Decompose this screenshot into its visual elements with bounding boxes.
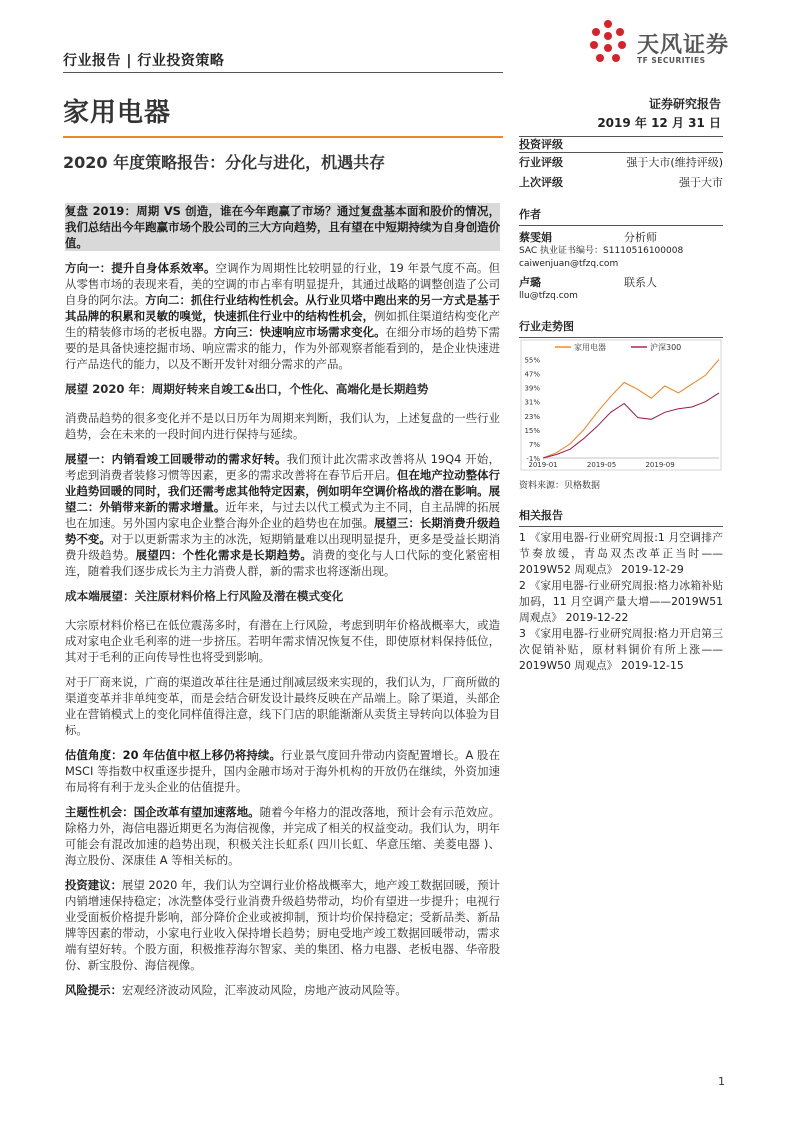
bold-run: 估值角度：20 年估值中枢上移仍将持续。: [65, 748, 281, 762]
header-divider: [63, 72, 503, 73]
report-type: 证券研究报告: [648, 97, 721, 111]
series-line: [543, 393, 719, 458]
text-run: 在细分市场的趋势下需要的是具备快速挖掘市场、响应需求的能力，作为外部观察者能看到的，是企业快速进行产品迭代的能力，以及不断开发针对细分需求的产品。: [65, 325, 500, 371]
text-run: 行业景气度回升带动内资配置增长。A 股在 MSCI 等指数中权重逐步提升，国内金融市场对于海外机构的开放仍在继续，外资加速布局将有利于龙头企业的估值提升。: [65, 748, 500, 794]
series-line: [543, 360, 719, 459]
y-tick-label: 23%: [524, 412, 540, 421]
rating-panel: [519, 136, 723, 193]
author-email: llu@tfzq.com: [519, 291, 578, 301]
bold-run: 方向三：快速响应市场需求变化。: [213, 325, 386, 339]
main-body: [65, 203, 500, 1007]
trend-panel: [519, 318, 723, 338]
y-tick-label: 39%: [524, 384, 540, 393]
page-number: 1: [718, 1075, 725, 1088]
trend-paragraph: 消费品趋势的很多变化并不是以日历年为周期来判断，我们认为，上述复盘的一些行业趋势，会在未来的一段时间内进行保持与延续。: [65, 411, 500, 441]
bold-run: 方向二：抓住行业结构性机会。从行业贝塔中跑出来的另一方式是基于其品牌的积累和灵敏的嗅觉，快速抓住行业中的结构性机会，: [65, 293, 500, 323]
bold-run: 展望四：个性化需求是长期趋势。: [135, 548, 313, 562]
trend-header: 行业走势图: [519, 320, 574, 333]
bold-run: 主题性机会：国企改革有望加速落地。: [65, 805, 260, 819]
author-title: 联系人: [624, 276, 657, 289]
text-run: 消费的变化与人口代际的变化紧密相连，随着我们逐步成长为主力消费人群，新的需求也将逐渐出现。: [65, 548, 500, 578]
bold-run: 展望二：外销带来新的需求增量。: [65, 484, 500, 514]
rating-row: [519, 153, 723, 173]
title-bar: [63, 136, 503, 138]
rating-header: 投资评级: [519, 138, 563, 151]
rating-value: 强于大市(维持评级): [626, 156, 723, 169]
risk-paragraph: [65, 982, 500, 998]
report-category: 行业报告 | 行业投资策略: [63, 53, 225, 69]
authors-header: 作者: [519, 208, 541, 221]
text-run: 随着今年格力的混改落地，预计会有示范效应。除格力外，海信电器近期更名为海信视像，并完成了相关的权益变动。我们认为，明年可能会有混改加速的趋势出现，积极关注长虹系( 四川长虹、华意压缩、美菱电器 )、海立股份、深康佳 A 等相关标的。: [65, 805, 500, 867]
text-run: 例如抓住渠道结构变化产生的精装修市场的老板电器。: [65, 309, 500, 339]
author-name: 卢璐: [519, 276, 541, 289]
cost-paragraph: 大宗原材料价格已在低位震荡多时，有潜在上行风险，考虑到明年价格战概率大，或造成对家电企业毛利率的进一步挤压。若明年需求情况恢复不佳，即使原材料保持低位，其对于毛利的正向传导性也将受到影响。: [65, 618, 500, 664]
company-sub: TF SECURITIES: [637, 56, 706, 65]
text-run: 对于以更新需求为主的冰洗，短期销量难以出现明显提升，更多是受益长期消费升级趋势。: [65, 532, 500, 562]
rating-value: 强于大市: [679, 176, 723, 189]
y-tick-label: -1%: [526, 455, 540, 463]
text-run: 我们预计此次需求改善将从 19Q4 开始，考虑到消费者装修习惯等因素，更多的需求改善将在春节后开启。: [65, 452, 500, 482]
valuation-paragraph: [65, 747, 500, 795]
bold-run: 风险提示：: [65, 983, 122, 997]
author-email: caiwenjuan@tfzq.com: [519, 259, 619, 269]
section-heading: 展望 2020 年：周期好转来自竣工&出口，个性化、高端化是长期趋势: [65, 382, 429, 396]
divider: [519, 225, 723, 226]
outlook-paragraph: [65, 451, 500, 579]
related-item[interactable]: 3 《家用电器-行业研究周报:格力开启第三次促销补贴，原材料铜价有所上涨——2019W50 周观点》 2019-12-15: [519, 627, 723, 672]
y-tick-label: 47%: [524, 370, 540, 379]
related-panel: [519, 507, 723, 674]
author-name: 蔡雯娟: [519, 231, 552, 244]
bold-run: 但在地产拉动整体行业趋势回暖的同时，我们还需考虑其他特定因素，例如明年空调价格战的潜在影响。: [65, 468, 500, 498]
rating-label: 行业评级: [519, 156, 563, 169]
related-header: 相关报告: [519, 509, 563, 522]
rating-label: 上次评级: [519, 176, 563, 189]
theme-paragraph: [65, 804, 500, 868]
legend-label: 家用电器: [574, 343, 606, 352]
author-row: [519, 229, 723, 245]
bold-run: 展望三：长期消费升级趋势不变。: [65, 516, 500, 546]
channel-paragraph: 对于厂商来说，广商的渠道改革往往是通过削减层级来实现的，我们认为，厂商所做的渠道变革并非单纯变革，而是会结合研发设计最终反映在产品端上。除了渠道，头部企业在营销模式上的变化同样值得注意，线下门店的职能渐渐从卖货主导转向以体验为目标。: [65, 675, 500, 737]
text-run: 宏观经济波动风险，汇率波动风险，房地产波动风险等。: [121, 983, 407, 997]
tf-logo-icon: [586, 18, 634, 70]
bold-run: 方向一：提升自身体系效率。: [65, 261, 216, 275]
author-license: SAC 执业证书编号：S1110516100008: [519, 246, 684, 256]
y-tick-label: 7%: [528, 440, 540, 449]
trend-chart: [519, 338, 723, 472]
report-title: 2020 年度策略报告：分化与进化，机遇共存: [63, 153, 386, 172]
y-tick-label: 55%: [524, 356, 540, 365]
text-run: 空调作为周期性比较明显的行业，19 年景气度不高。但从零售市场的表现来看，美的空调的市占率有明显提升，其通过战略的调整创造了公司自身的阿尔法。: [65, 261, 500, 307]
section-heading: 成本端展望：关注原材料价格上行风险及潜在模式变化: [65, 589, 344, 603]
bold-run: 投资建议：: [65, 878, 122, 892]
bold-run: 展望一：内销看竣工回暖带动的需求好转。: [65, 452, 287, 466]
investment-paragraph: [65, 877, 500, 973]
summary-paragraph: [65, 203, 500, 251]
directions-paragraph: [65, 260, 500, 372]
chart-source: 资料来源：贝格数据: [519, 481, 601, 491]
company-name: 天风证券: [637, 33, 730, 58]
x-tick-label: 2019-09: [645, 461, 675, 469]
related-item[interactable]: 2 《家用电器-行业研究周报:格力冰箱补贴加码，11 月空调产量大增——2019W51 周观点》 2019-12-22: [519, 579, 723, 624]
rating-row: [519, 173, 723, 193]
author-title: 分析师: [624, 231, 657, 244]
related-item[interactable]: 1 《家用电器-行业研究周报:1 月空调排产节奏放缓，青岛双杰改革正当时——2019W52 周观点》 2019-12-29: [519, 531, 723, 576]
industry-title: 家用电器: [63, 98, 172, 128]
author-row: [519, 274, 723, 290]
y-tick-label: 15%: [524, 426, 540, 435]
divider: [519, 526, 723, 527]
author-panel: [519, 206, 723, 303]
x-tick-label: 2019-05: [586, 461, 617, 469]
summary-text: 复盘 2019：周期 VS 创造，谁在今年跑赢了市场？通过复盘基本面和股价的情况，我们总结出今年跑赢市场个股公司的三大方向趋势，且有望在中短期持续为自身创造价值。: [65, 204, 500, 250]
x-tick-label: 2019-01: [528, 461, 558, 469]
report-date: 2019 年 12 月 31 日: [597, 116, 721, 130]
text-run: 近年来，与过去以代工模式为主不同，自主品牌的拓展也在加速。另外国内家电企业整合海外企业的趋势也在加强。: [65, 500, 500, 530]
y-tick-label: 31%: [524, 398, 540, 407]
text-run: 展望 2020 年，我们认为空调行业价格战概率大，地产竣工数据回暖，预计内销增速保持稳定；冰洗整体受行业消费升级趋势带动，均价有望进一步提升；电视行业受面板价格提升影响，部分降价企业或被抑制，预计均价保持稳定；受新品类、新品牌等因素的带动，小家电行业收入保持增长趋势；厨电受地产竣工数据回暖带动，需求端有望好转。个股方面，积极推荐海尔智家、美的集团、格力电器、老板电器、华帝股份、新宝股份、海信视像。: [65, 878, 500, 972]
legend-label: 沪深300: [650, 343, 682, 352]
